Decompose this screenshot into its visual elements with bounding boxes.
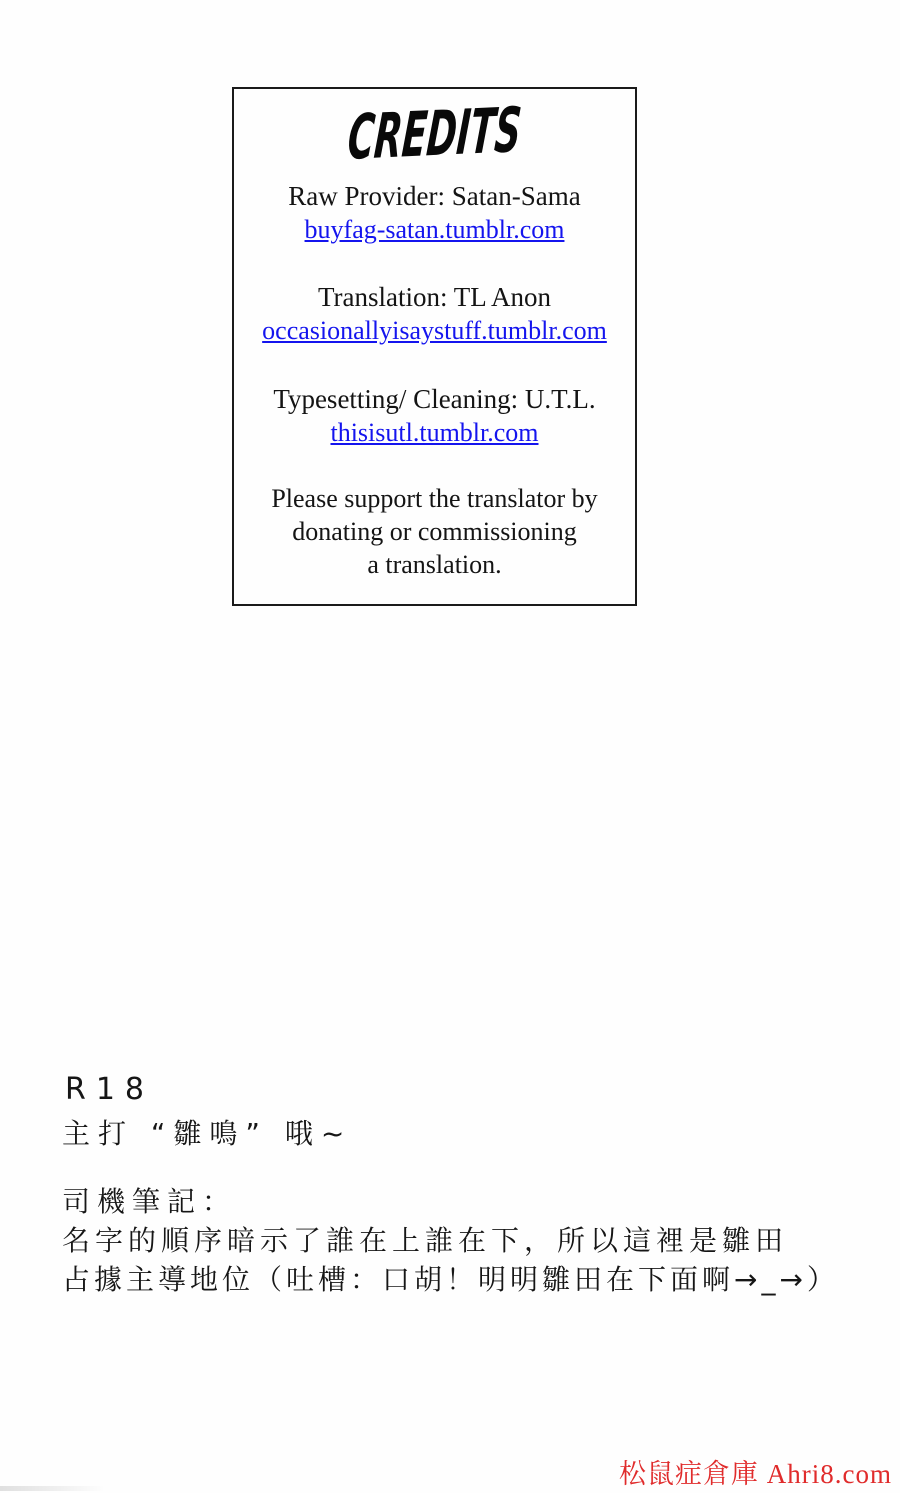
credits-box	[232, 87, 637, 606]
raw-provider-label: Raw Provider: Satan-Sama	[288, 181, 581, 211]
typesetting-label: Typesetting/ Cleaning: U.T.L.	[273, 384, 596, 414]
pairing-note: 主打 “雛鳴” 哦~	[62, 1117, 353, 1150]
scan-smudge	[0, 1486, 105, 1491]
driver-notes-line2: 占據主導地位（吐槽：口胡！明明雛田在下面啊→_→）	[62, 1263, 839, 1296]
rating-note: R18	[65, 1072, 155, 1107]
credits-title: CREDITS	[345, 93, 524, 174]
support-message-line: a translation.	[367, 550, 502, 579]
credits-section-raw-provider	[234, 179, 635, 247]
raw-provider-link[interactable]: buyfag-satan.tumblr.com	[304, 215, 565, 244]
credits-section-translation	[234, 280, 635, 348]
support-message	[234, 482, 635, 581]
credits-title-wrap	[234, 93, 635, 174]
site-watermark: 松鼠症倉庫 Ahri8.com	[619, 1459, 892, 1489]
support-message-line: donating or commissioning	[292, 517, 577, 546]
translation-link[interactable]: occasionallyisaystuff.tumblr.com	[262, 316, 607, 345]
driver-notes-line1: 名字的順序暗示了誰在上誰在下，所以這裡是雛田	[62, 1224, 789, 1257]
typesetting-link[interactable]: thisisutl.tumblr.com	[330, 418, 539, 447]
credits-section-typesetting	[234, 382, 635, 450]
translation-label: Translation: TL Anon	[317, 282, 552, 312]
driver-notes-heading: 司機筆記：	[62, 1185, 238, 1218]
support-message-line: Please support the translator by	[271, 484, 598, 513]
